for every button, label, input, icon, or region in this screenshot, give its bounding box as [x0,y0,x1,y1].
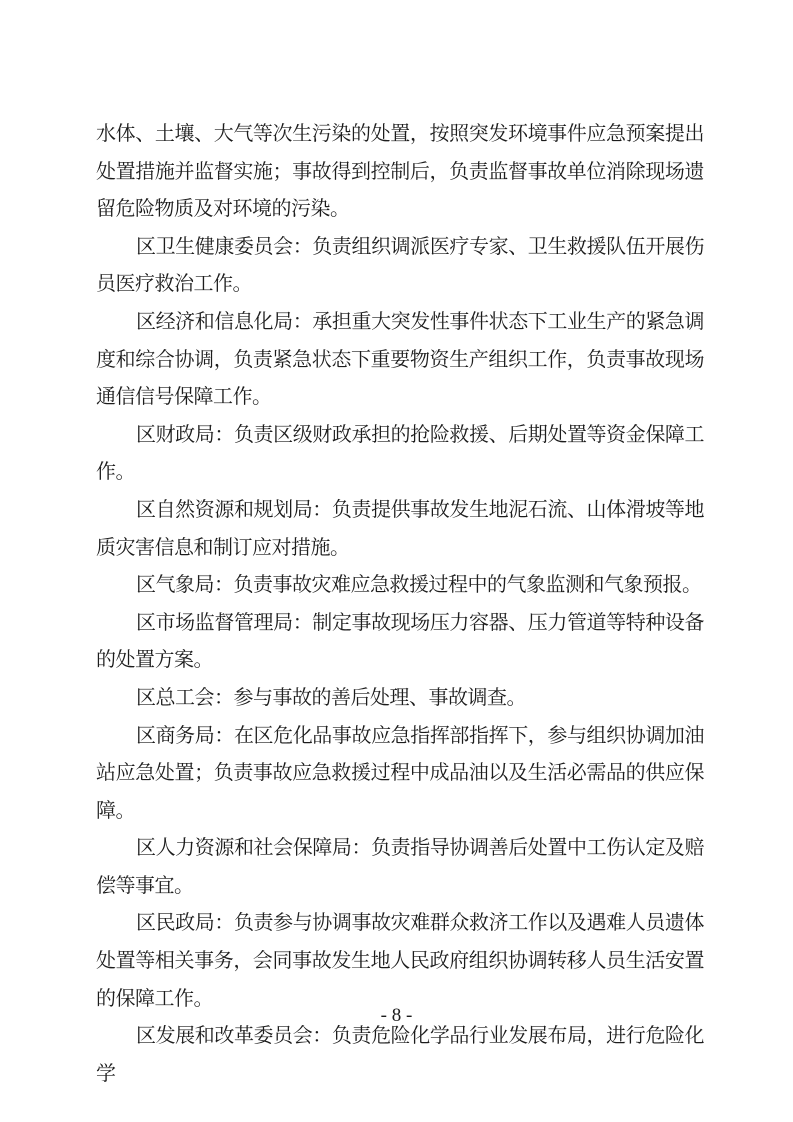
paragraph: 区经济和信息化局：承担重大突发性事件状态下工业生产的紧急调度和综合协调，负责紧急状态下重要物资生产组织工作，负责事故现场通信信号保障工作。 [96,310,704,409]
document-body [96,116,704,1093]
paragraph: 区财政局：负责区级财政承担的抢险救援、后期处置等资金保障工作。 [96,423,704,484]
paragraph: 区自然资源和规划局：负责提供事故发生地泥石流、山体滑坡等地质灾害信息和制订应对措施。 [96,498,704,559]
paragraph: 区人力资源和社会保障局：负责指导协调善后处置中工伤认定及赔偿等事宜。 [96,837,704,897]
paragraph: 区民政局：负责参与协调事故灾难群众救济工作以及遇难人员遗体处置等相关事务，会同事故发生地人民政府组织协调转移人员生活安置的保障工作。 [96,912,704,1010]
paragraph: 区卫生健康委员会：负责组织调派医疗专家、卫生救援队伍开展伤员医疗救治工作。 [96,235,704,296]
paragraph: 区气象局：负责事故灾难应急救援过程中的气象监测和气象预报。 [136,574,702,597]
paragraph: 区发展和改革委员会：负责危险化学品行业发展布局，进行危险化学 [96,1025,704,1085]
page-footer [0,1002,793,1030]
paragraph: 水体、土壤、大气等次生污染的处置，按照突发环境事件应急预案提出处置措施并监督实施；事故得到控制后，负责监督事故单位消除现场遗留危险物质及对环境的污染。 [96,123,704,221]
paragraph: 区总工会：参与事故的善后处理、事故调查。 [136,686,526,709]
paragraph: 区商务局：在区危化品事故应急指挥部指挥下，参与组织协调加油站应急处置；负责事故应急救援过程中成品油以及生活必需品的供应保障。 [96,724,704,822]
page-number: - 8 - [380,1005,413,1026]
paragraph: 区市场监督管理局：制定事故现场压力容器、压力管道等特种设备的处置方案。 [96,611,704,672]
